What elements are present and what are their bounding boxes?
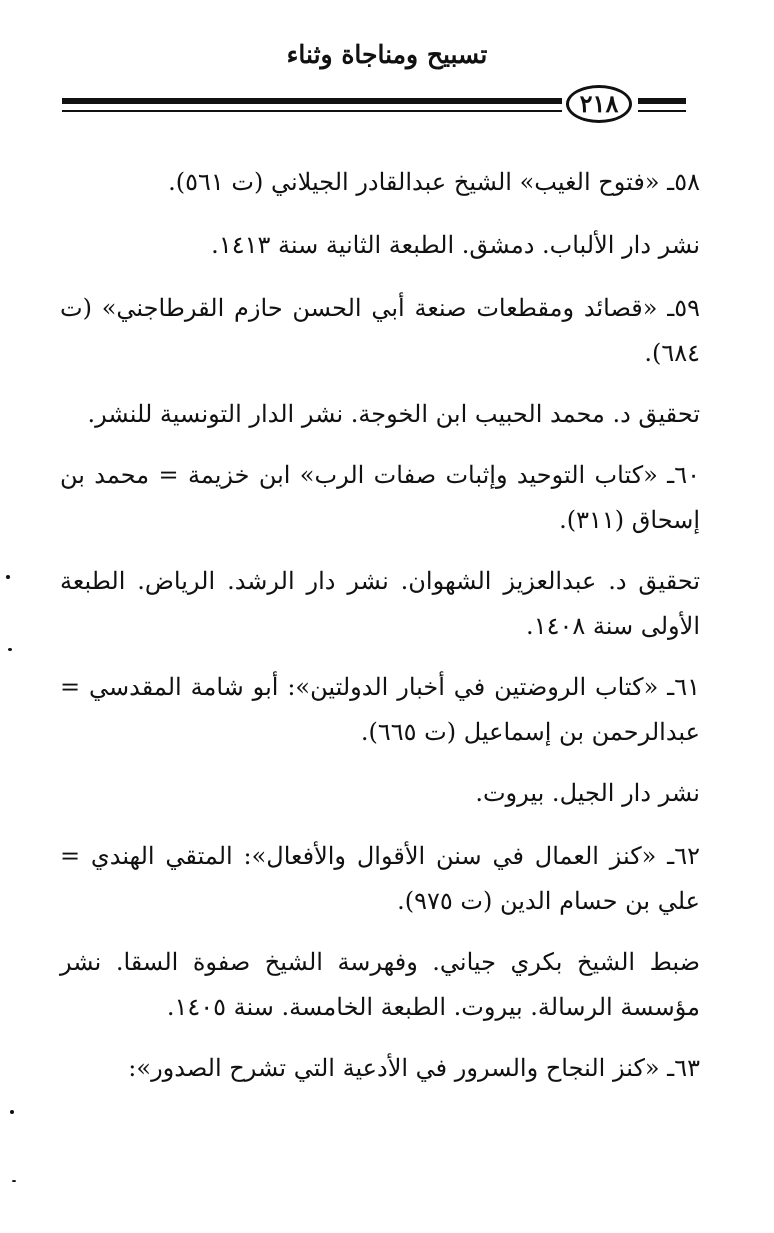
header-rule-right-thin: [638, 110, 686, 112]
publication-note: نشر دار الألباب. دمشق. الطبعة الثانية سنة ١٤١٣.: [211, 231, 700, 259]
bibliography-entry: ٦١ـ «كتاب الروضتين في أخبار الدولتين»: أبو شامة المقدسي = عبدالرحمن بن إسماعيل (ت ٦٦٥).: [60, 673, 700, 746]
publication-note: تحقيق د. عبدالعزيز الشهوان. نشر دار الرشد. الرياض. الطبعة الأولى سنة ١٤٠٨.: [60, 567, 700, 640]
publication-note: تحقيق د. محمد الحبيب ابن الخوجة. نشر الدار التونسية للنشر.: [87, 400, 700, 428]
bibliography-entry: ٥٨ـ «فتوح الغيب» الشيخ عبدالقادر الجيلاني (ت ٥٦١).: [168, 168, 700, 196]
page-number: ٢١٨: [566, 85, 632, 123]
running-title: تسبيح ومناجاة وثناء: [286, 40, 488, 69]
header-rule-left-thin: [62, 110, 562, 112]
bibliography-entry: ٥٩ـ «قصائد ومقطعات صنعة أبي الحسن حازم القرطاجني» (ت ٦٨٤).: [60, 294, 700, 367]
bibliography-entry: ٦٠ـ «كتاب التوحيد وإثبات صفات الرب» ابن خزيمة = محمد بن إسحاق (٣١١).: [60, 461, 700, 534]
bibliography-list: [60, 160, 700, 1107]
scan-speck: [8, 648, 12, 651]
header-rule-left: [62, 98, 562, 104]
scan-speck: [12, 1180, 16, 1182]
publication-note: ضبط الشيخ بكري جياني. وفهرسة الشيخ صفوة السقا. نشر مؤسسة الرسالة. بيروت. الطبعة الخامسة. سنة ١٤٠٥.: [60, 948, 700, 1021]
publication-note: نشر دار الجيل. بيروت.: [475, 779, 700, 807]
bibliography-entry: ٦٢ـ «كنز العمال في سنن الأقوال والأفعال»: المتقي الهندي = علي بن حسام الدين (ت ٩٧٥).: [60, 842, 700, 915]
scan-speck: [6, 575, 10, 579]
bibliography-entry: ٦٣ـ «كنز النجاح والسرور في الأدعية التي تشرح الصدور»:: [128, 1054, 700, 1082]
scan-speck: [10, 1110, 14, 1114]
header-rule-right: [638, 98, 686, 104]
